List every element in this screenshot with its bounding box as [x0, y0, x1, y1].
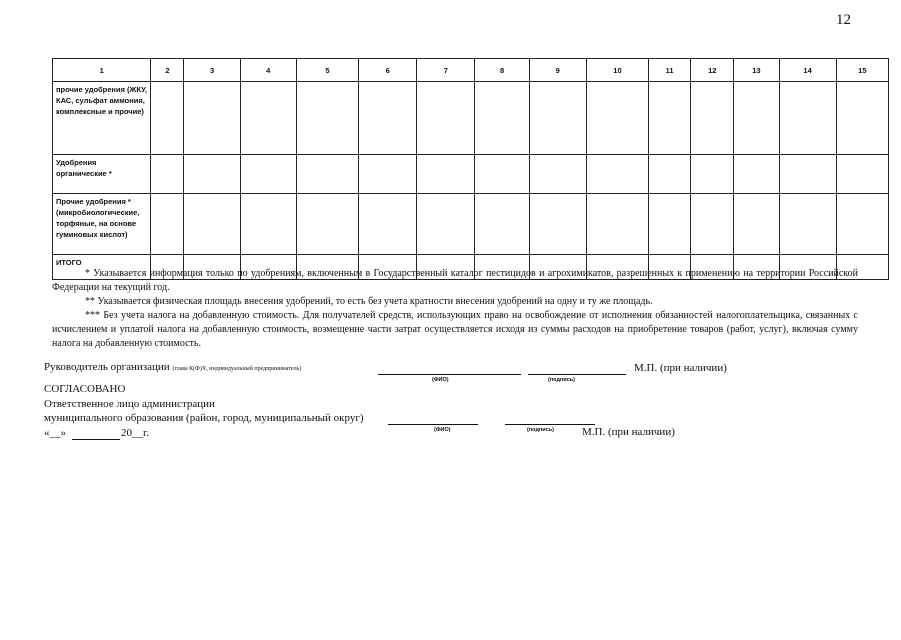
table-header-row [53, 59, 889, 82]
table-cell[interactable] [296, 194, 358, 255]
table-cell[interactable] [240, 194, 296, 255]
responsible-fio-caption: (ФИО) [434, 427, 451, 433]
table-row [53, 155, 889, 194]
head-stamp: М.П. (при наличии) [634, 362, 727, 374]
table-cell[interactable] [359, 155, 417, 194]
table-cell[interactable] [151, 194, 184, 255]
table-cell[interactable] [691, 82, 734, 155]
table-cell[interactable] [475, 194, 529, 255]
table-cell[interactable] [184, 194, 240, 255]
table-cell[interactable] [779, 194, 836, 255]
column-header: 15 [836, 59, 888, 82]
table-cell[interactable] [151, 155, 184, 194]
table-cell[interactable] [184, 82, 240, 155]
date-month-line[interactable] [72, 427, 120, 440]
table-cell[interactable] [417, 194, 475, 255]
responsible-fio-line[interactable] [388, 412, 478, 425]
head-signature-line[interactable] [528, 363, 626, 375]
table-cell[interactable] [296, 82, 358, 155]
page-number: 12 [836, 12, 851, 28]
column-header: 1 [53, 59, 151, 82]
responsible-signature-line[interactable] [505, 412, 595, 425]
table-cell[interactable] [586, 155, 648, 194]
column-header: 9 [529, 59, 586, 82]
footnotes [52, 267, 858, 351]
responsible-line-1: Ответственное лицо администрации [44, 398, 215, 410]
table-cell[interactable] [529, 82, 586, 155]
table-row [53, 194, 889, 255]
head-fio-line[interactable] [378, 363, 521, 375]
column-header: 3 [184, 59, 240, 82]
footnote-2: ** Указывается физическая площадь внесения удобрений, то есть без учета кратности внесения удобрений на одну и ту же площадь. [85, 296, 653, 307]
row-label: Прочие удобрения * (микробиологические, торфяные, на основе гуминовых кислот) [53, 194, 151, 255]
table-cell[interactable] [529, 194, 586, 255]
column-header: 11 [649, 59, 691, 82]
table-cell[interactable] [296, 155, 358, 194]
table-cell[interactable] [734, 194, 779, 255]
table-cell[interactable] [240, 82, 296, 155]
table-cell[interactable] [649, 155, 691, 194]
column-header: 10 [586, 59, 648, 82]
column-header: 7 [417, 59, 475, 82]
table-cell[interactable] [529, 155, 586, 194]
head-signature-block [44, 361, 301, 373]
column-header: 8 [475, 59, 529, 82]
table-cell[interactable] [779, 155, 836, 194]
column-header: 2 [151, 59, 184, 82]
table-cell[interactable] [691, 194, 734, 255]
table-cell[interactable] [475, 82, 529, 155]
table-cell[interactable] [649, 194, 691, 255]
table-cell[interactable] [359, 82, 417, 155]
table-cell[interactable] [359, 194, 417, 255]
column-header: 5 [296, 59, 358, 82]
column-header: 4 [240, 59, 296, 82]
column-header: 13 [734, 59, 779, 82]
column-header: 12 [691, 59, 734, 82]
table-cell[interactable] [475, 155, 529, 194]
table-cell[interactable] [734, 82, 779, 155]
date-day[interactable]: «__» [44, 427, 66, 439]
head-note: (глава К(Ф)Х, индивидуальный предприниматель) [172, 366, 302, 372]
responsible-stamp: М.П. (при наличии) [582, 426, 675, 438]
table-cell[interactable] [836, 194, 888, 255]
column-header: 14 [779, 59, 836, 82]
table-cell[interactable] [691, 155, 734, 194]
fertilizer-table [52, 58, 889, 280]
column-header: 6 [359, 59, 417, 82]
footnote-1: * Указывается информация только по удобрениям, включенным в Государственный каталог пестицидов и агрохимикатов, разрешенных к применению на территории Российской Федерации на текущий год. [52, 268, 858, 293]
head-label: Руководитель организации [44, 361, 170, 373]
row-label: прочие удобрения (ЖКУ, КАС, сульфат аммония, комплексные и прочие) [53, 82, 151, 155]
table-cell[interactable] [240, 155, 296, 194]
table-row [53, 82, 889, 155]
agreed-heading: СОГЛАСОВАНО [44, 383, 126, 395]
head-signature-caption: (подпись) [548, 377, 575, 383]
date-year[interactable]: 20__г. [121, 427, 150, 439]
responsible-signature-caption: (подпись) [527, 427, 554, 433]
table-cell[interactable] [836, 155, 888, 194]
table-cell[interactable] [836, 82, 888, 155]
table-cell[interactable] [586, 82, 648, 155]
table-cell[interactable] [151, 82, 184, 155]
table-cell[interactable] [184, 155, 240, 194]
table-cell[interactable] [417, 82, 475, 155]
footnote-3: *** Без учета налога на добавленную стоимость. Для получателей средств, использующих право на освобождение от исполнения обязанностей налогоплательщика, связанных с исчислением и уплатой налога на добавленную стоимость, возмещение части затрат осуществляется исходя из суммы расходов на приобретение товаров (работ, услуг), включая сумму налога на добавленную стоимость. [52, 310, 858, 349]
row-label: ИТОГО [53, 255, 151, 280]
row-label: Удобрения органические * [53, 155, 151, 194]
responsible-line-2: муниципального образования (район, город, муниципальный округ) [44, 412, 364, 424]
head-fio-caption: (ФИО) [432, 377, 449, 383]
table-cell[interactable] [649, 82, 691, 155]
table-cell[interactable] [417, 155, 475, 194]
table-cell[interactable] [779, 82, 836, 155]
table-cell[interactable] [734, 155, 779, 194]
table-cell[interactable] [586, 194, 648, 255]
